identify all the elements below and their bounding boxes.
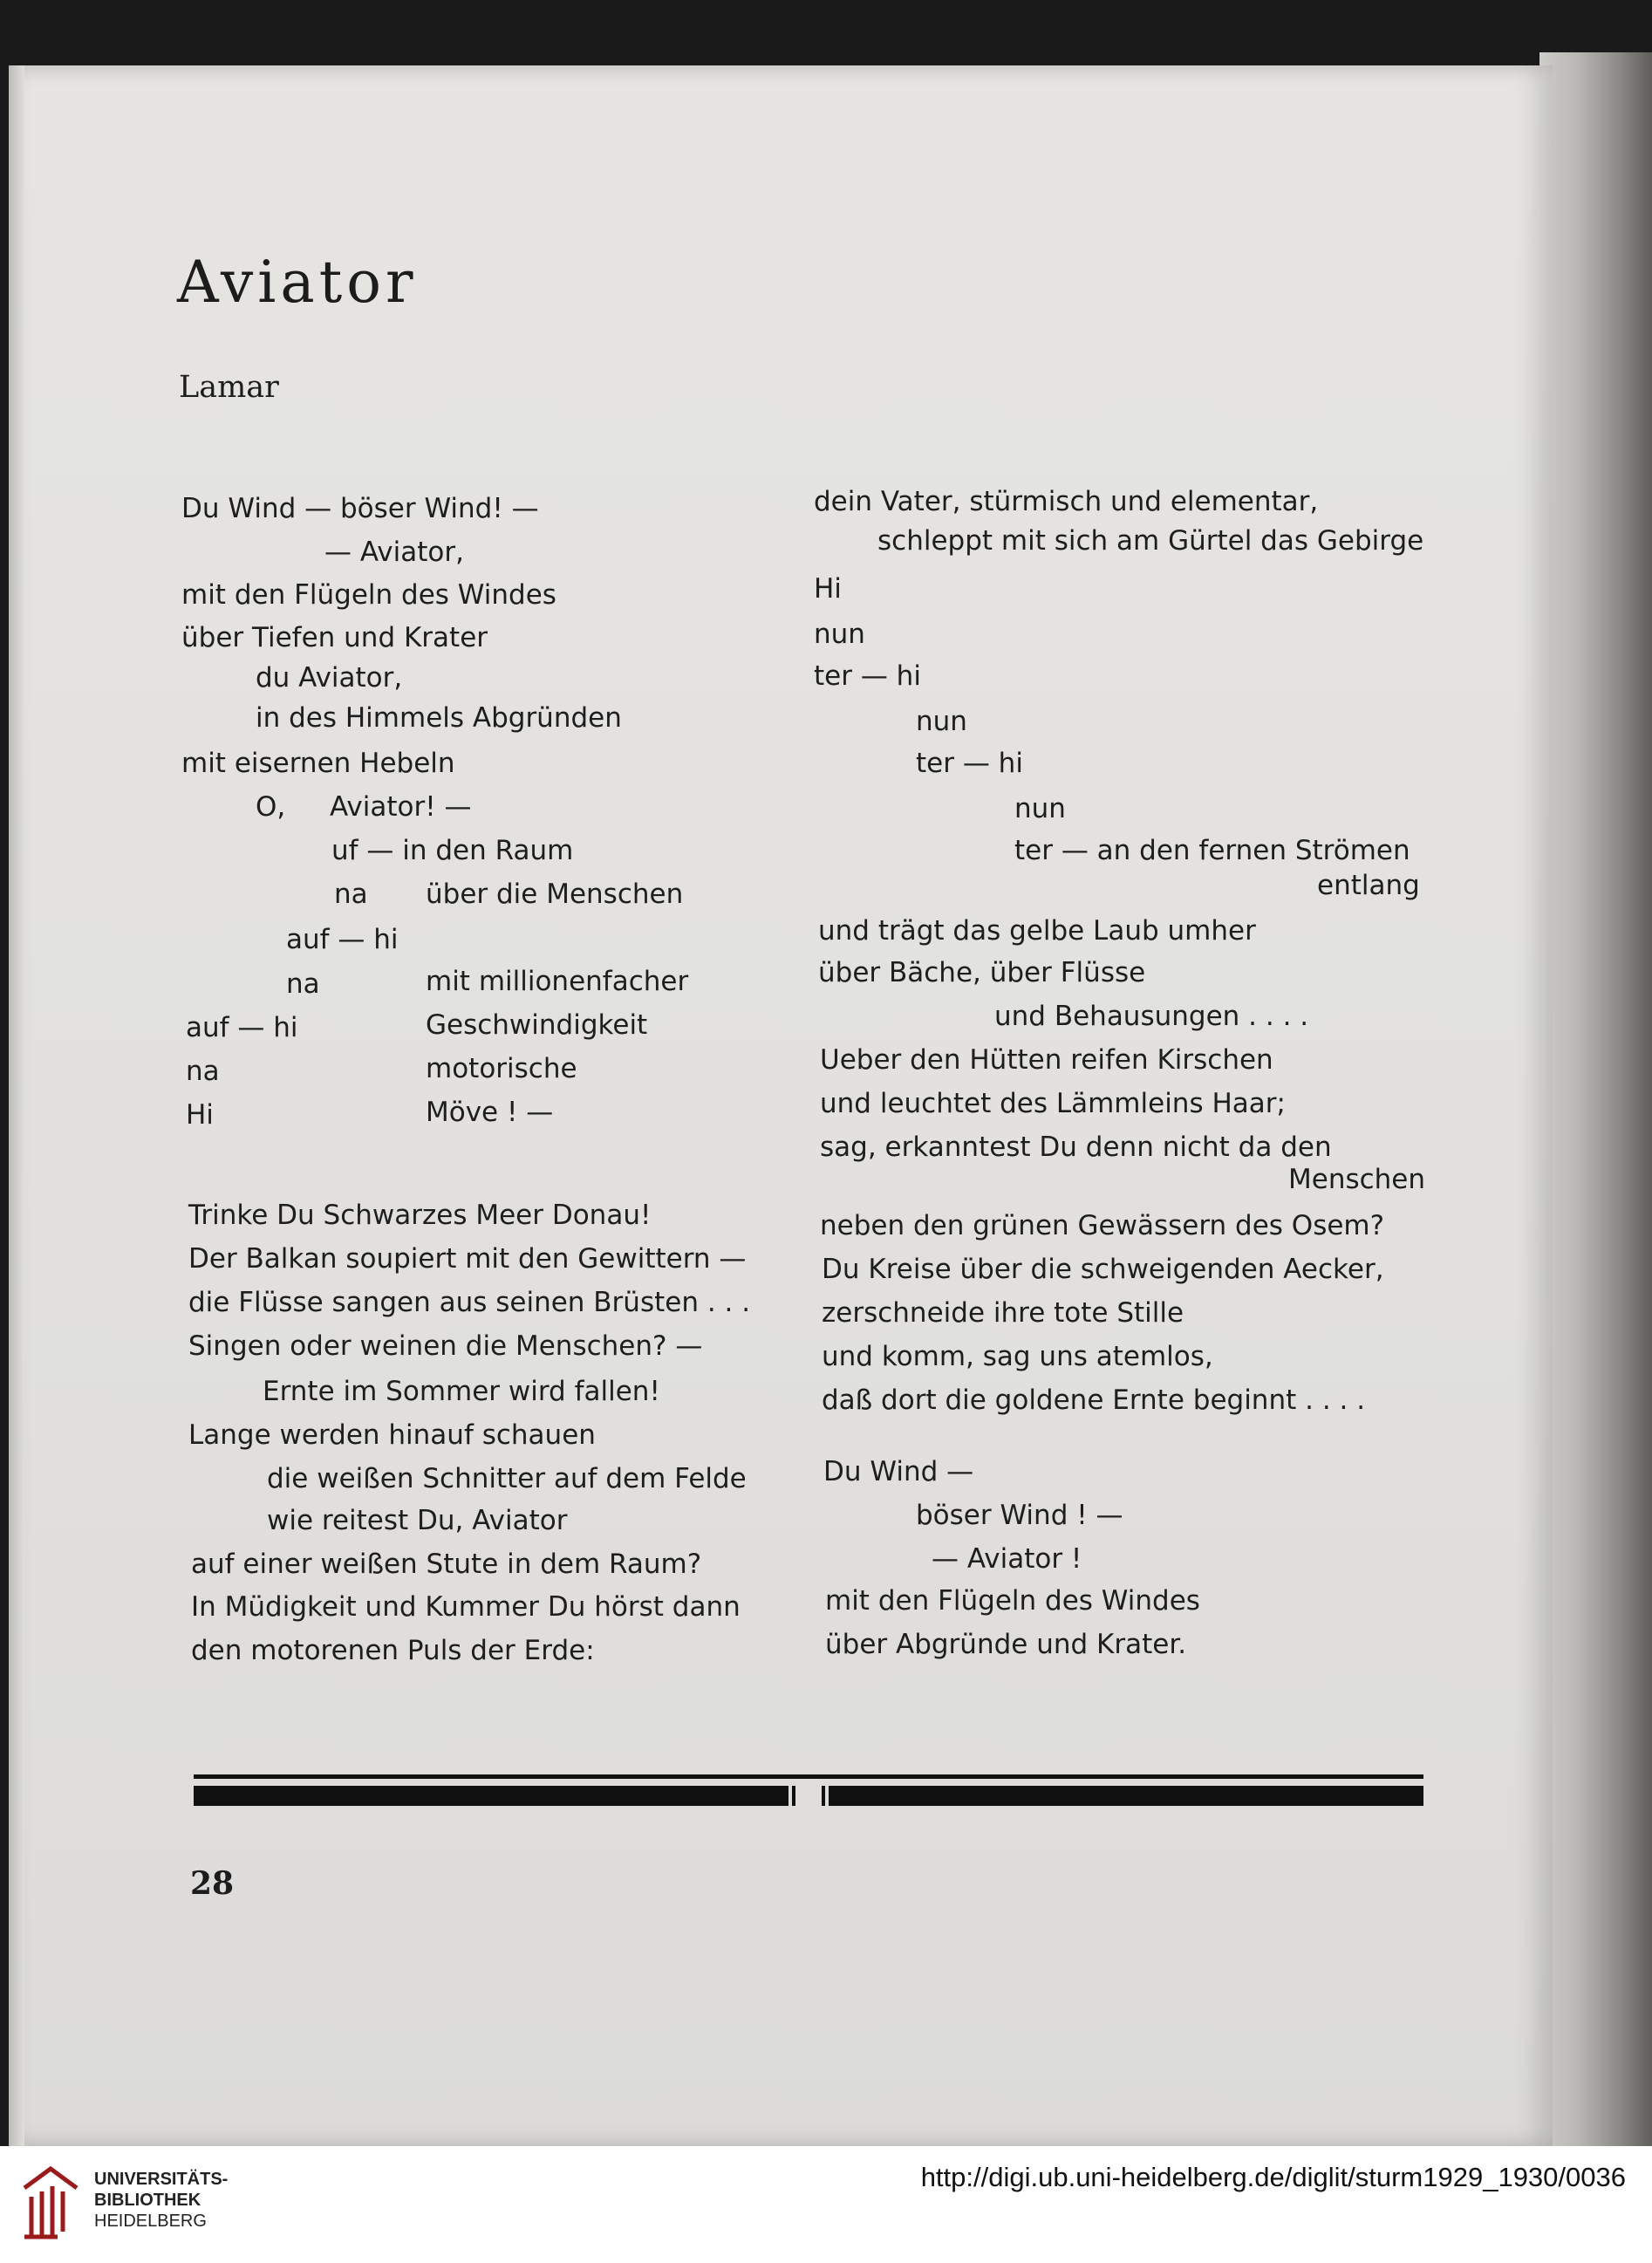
separator-rule-thin — [194, 1774, 1423, 1779]
poem-line: Du Kreise über die schweigenden Aecker, — [822, 1254, 1384, 1285]
poem-line: auf einer weißen Stute in dem Raum? — [191, 1549, 702, 1580]
poem-line: Menschen — [1288, 1164, 1426, 1195]
poem-line: Du Wind — böser Wind! — — [181, 493, 539, 524]
separator-rule-thick-left — [194, 1786, 788, 1806]
poem-line: uf — in den Raum — [331, 835, 574, 866]
library-name — [94, 2169, 228, 2232]
library-name-line: BIBLIOTHEK — [94, 2191, 201, 2210]
poem-line: wie reitest Du, Aviator — [267, 1505, 568, 1536]
poem-line: entlang — [1317, 870, 1420, 901]
poem-line: Hi — [814, 573, 842, 605]
poem-line: Singen oder weinen die Menschen? — — [188, 1330, 703, 1362]
poem-line: auf — hi — [186, 1012, 298, 1043]
poem-line: mit eisernen Hebeln — [181, 748, 455, 779]
poem-line: motorische — [426, 1053, 577, 1084]
poem-line: sag, erkanntest Du denn nicht da den — [820, 1132, 1332, 1163]
poem-line: nun — [916, 706, 967, 737]
poem-line: O, — [256, 791, 286, 823]
library-name-line: HEIDELBERG — [94, 2212, 207, 2231]
poem-line: auf — hi — [286, 924, 399, 955]
poem-line: und trägt das gelbe Laub umher — [818, 915, 1256, 947]
poem-line: Möve ! — — [426, 1097, 554, 1128]
poem-line: Der Balkan soupiert mit den Gewittern — — [188, 1243, 747, 1275]
poem-line: dein Vater, stürmisch und elementar, — [814, 486, 1319, 517]
poem-line: daß dort die goldene Ernte beginnt . . . . — [822, 1384, 1366, 1416]
poem-line: nun — [814, 619, 865, 650]
poem-line: Ueber den Hütten reifen Kirschen — [820, 1044, 1273, 1076]
poem-line: und leuchtet des Lämmleins Haar; — [820, 1088, 1286, 1119]
poem-line: zerschneide ihre tote Stille — [822, 1297, 1184, 1329]
page-gutter — [9, 65, 24, 2146]
poem-line: Ernte im Sommer wird fallen! — [263, 1376, 660, 1407]
library-logo-icon — [19, 2162, 82, 2242]
book-page-edges — [1539, 52, 1652, 2146]
poem-line: nun — [1014, 793, 1066, 824]
poem-line: ter — an den fernen Strömen — [1014, 835, 1410, 866]
poem-line: Trinke Du Schwarzes Meer Donau! — [188, 1200, 652, 1231]
poem-line: na — [286, 968, 320, 1000]
poem-line: über Tiefen und Krater — [181, 622, 488, 653]
poem-line: mit den Flügeln des Windes — [181, 579, 556, 611]
poem-line: in des Himmels Abgründen — [256, 702, 622, 734]
poem-line: die weißen Schnitter auf dem Felde — [267, 1463, 747, 1494]
poem-line: den motorenen Puls der Erde: — [191, 1635, 595, 1666]
separator-rule-center — [792, 1786, 825, 1806]
poem-line: neben den grünen Gewässern des Osem? — [820, 1210, 1385, 1241]
poem-line: schleppt mit sich am Gürtel das Gebirge — [877, 525, 1424, 557]
poem-line: die Flüsse sangen aus seinen Brüsten . . . — [188, 1287, 751, 1318]
poem-line: — Aviator, — [324, 537, 464, 568]
poem-line: ter — hi — [916, 748, 1023, 779]
poem-title: Aviator — [177, 249, 418, 316]
poem-line: mit den Flügeln des Windes — [825, 1585, 1200, 1617]
poem-line: In Müdigkeit und Kummer Du hörst dann — [191, 1591, 741, 1623]
poem-line: und komm, sag uns atemlos, — [822, 1341, 1213, 1372]
poem-line: na — [334, 879, 368, 910]
page-number: 28 — [190, 1865, 235, 1902]
poem-line: über die Menschen — [426, 879, 684, 910]
separator-rule-thick-right — [829, 1786, 1423, 1806]
poem-line: über Bäche, über Flüsse — [818, 957, 1146, 988]
poem-line: über Abgründe und Krater. — [825, 1629, 1187, 1660]
poem-line: Lange werden hinauf schauen — [188, 1419, 596, 1451]
poem-line: Geschwindigkeit — [426, 1009, 648, 1041]
poem-line: du Aviator, — [256, 662, 403, 694]
poem-line: ter — hi — [814, 660, 921, 692]
poem-line: Aviator! — — [330, 791, 472, 823]
poem-author: Lamar — [179, 370, 279, 405]
poem-line: — Aviator ! — [932, 1543, 1082, 1575]
poem-line: und Behausungen . . . . — [994, 1001, 1309, 1032]
permalink-url[interactable]: http://digi.ub.uni-heidelberg.de/diglit/sturm1929_1930/0036 — [920, 2162, 1626, 2192]
poem-line: böser Wind ! — — [916, 1500, 1123, 1531]
poem-line: Du Wind — — [823, 1456, 974, 1487]
poem-line: na — [186, 1056, 220, 1087]
poem-line: mit millionenfacher — [426, 966, 689, 997]
poem-line: Hi — [186, 1099, 214, 1131]
library-name-line: UNIVERSITÄTS- — [94, 2170, 229, 2189]
